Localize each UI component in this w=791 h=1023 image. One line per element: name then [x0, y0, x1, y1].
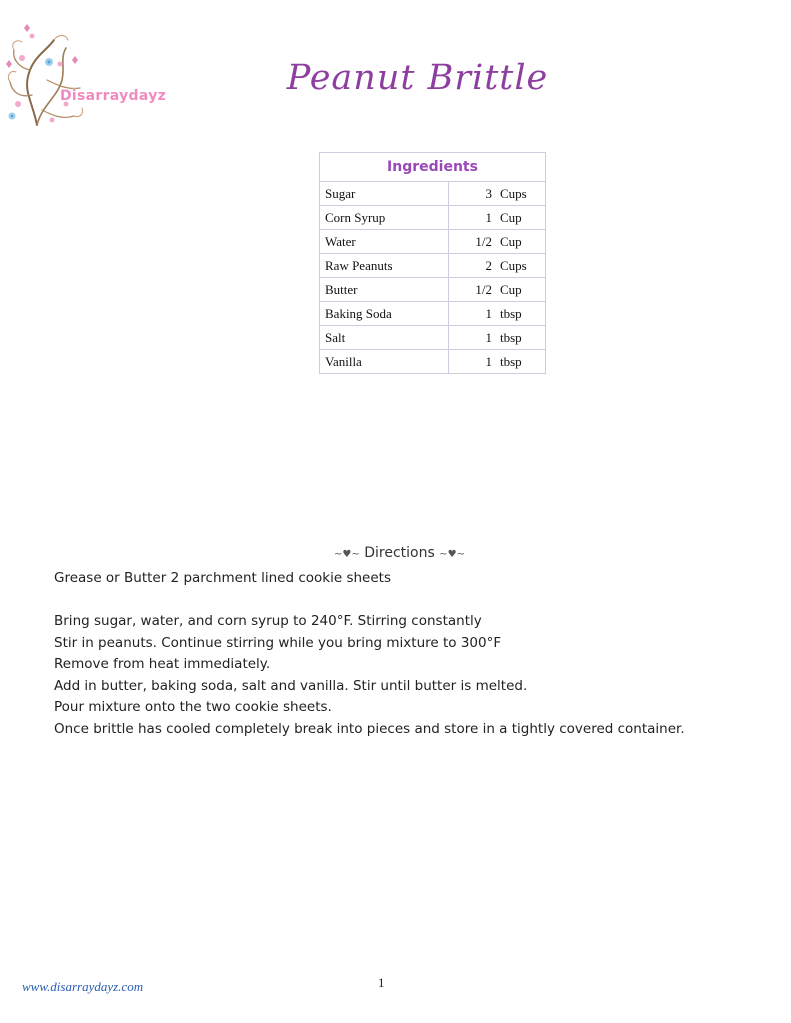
- ingredient-name: Sugar: [320, 182, 449, 206]
- table-row: [320, 254, 546, 278]
- ingredient-quantity: 1/2: [475, 233, 492, 249]
- ingredient-quantity: 1: [485, 209, 492, 225]
- ingredient-quantity: 1: [485, 353, 492, 369]
- ingredient-name: Vanilla: [320, 350, 449, 374]
- ingredient-unit: Cup: [500, 281, 522, 297]
- ingredient-name: Corn Syrup: [320, 206, 449, 230]
- table-row: [320, 278, 546, 302]
- page-number: 1: [378, 975, 385, 990]
- ingredient-name: Baking Soda: [320, 302, 449, 326]
- directions-heading-text: Directions: [364, 545, 435, 561]
- ingredient-name: Water: [320, 230, 449, 254]
- ingredient-quantity: 1: [485, 329, 492, 345]
- table-row: [320, 326, 546, 350]
- table-row: [320, 302, 546, 326]
- direction-step: Once brittle has cooled completely break into pieces and store in a tightly covered container.: [54, 720, 685, 737]
- spacer: [54, 590, 774, 612]
- ingredient-unit: tbsp: [500, 329, 522, 345]
- ingredient-unit: Cups: [500, 185, 527, 201]
- table-row: [320, 206, 546, 230]
- ingredient-unit: Cup: [500, 209, 522, 225]
- ingredient-quantity: 1: [485, 305, 492, 321]
- ingredients-heading: Ingredients: [320, 153, 546, 182]
- ingredient-unit: Cup: [500, 233, 522, 249]
- heart-ornament-icon: ~♥~: [334, 549, 360, 560]
- ingredients-table: [319, 152, 546, 374]
- table-row: [320, 350, 546, 374]
- table-row: [320, 182, 546, 206]
- direction-step: Remove from heat immediately.: [54, 656, 271, 672]
- directions-list: [54, 568, 774, 740]
- ingredient-unit: tbsp: [500, 353, 522, 369]
- direction-step: Add in butter, baking soda, salt and vanilla. Stir until butter is melted.: [54, 677, 528, 694]
- ingredient-name: Butter: [320, 278, 449, 302]
- ingredient-quantity: 2: [485, 257, 492, 273]
- ingredient-quantity: 3: [485, 185, 492, 201]
- direction-step: Grease or Butter 2 parchment lined cookie sheets: [54, 570, 391, 586]
- page-title: Peanut Brittle: [286, 58, 549, 98]
- website-link[interactable]: www.disarraydayz.com: [22, 979, 144, 994]
- heart-ornament-icon: ~♥~: [439, 549, 465, 560]
- ingredient-unit: Cups: [500, 257, 527, 273]
- ingredient-unit: tbsp: [500, 305, 522, 321]
- direction-step: Bring sugar, water, and corn syrup to 240°F. Stirring constantly: [54, 613, 482, 629]
- ingredient-quantity: 1/2: [475, 281, 492, 297]
- ingredient-name: Raw Peanuts: [320, 254, 449, 278]
- logo-text: Disarraydayz: [60, 88, 167, 104]
- direction-step: Pour mixture onto the two cookie sheets.: [54, 699, 332, 715]
- direction-step: Stir in peanuts. Continue stirring while you bring mixture to 300°F: [54, 634, 502, 651]
- directions-heading: [4, 545, 791, 561]
- table-row: [320, 230, 546, 254]
- ingredient-name: Salt: [320, 326, 449, 350]
